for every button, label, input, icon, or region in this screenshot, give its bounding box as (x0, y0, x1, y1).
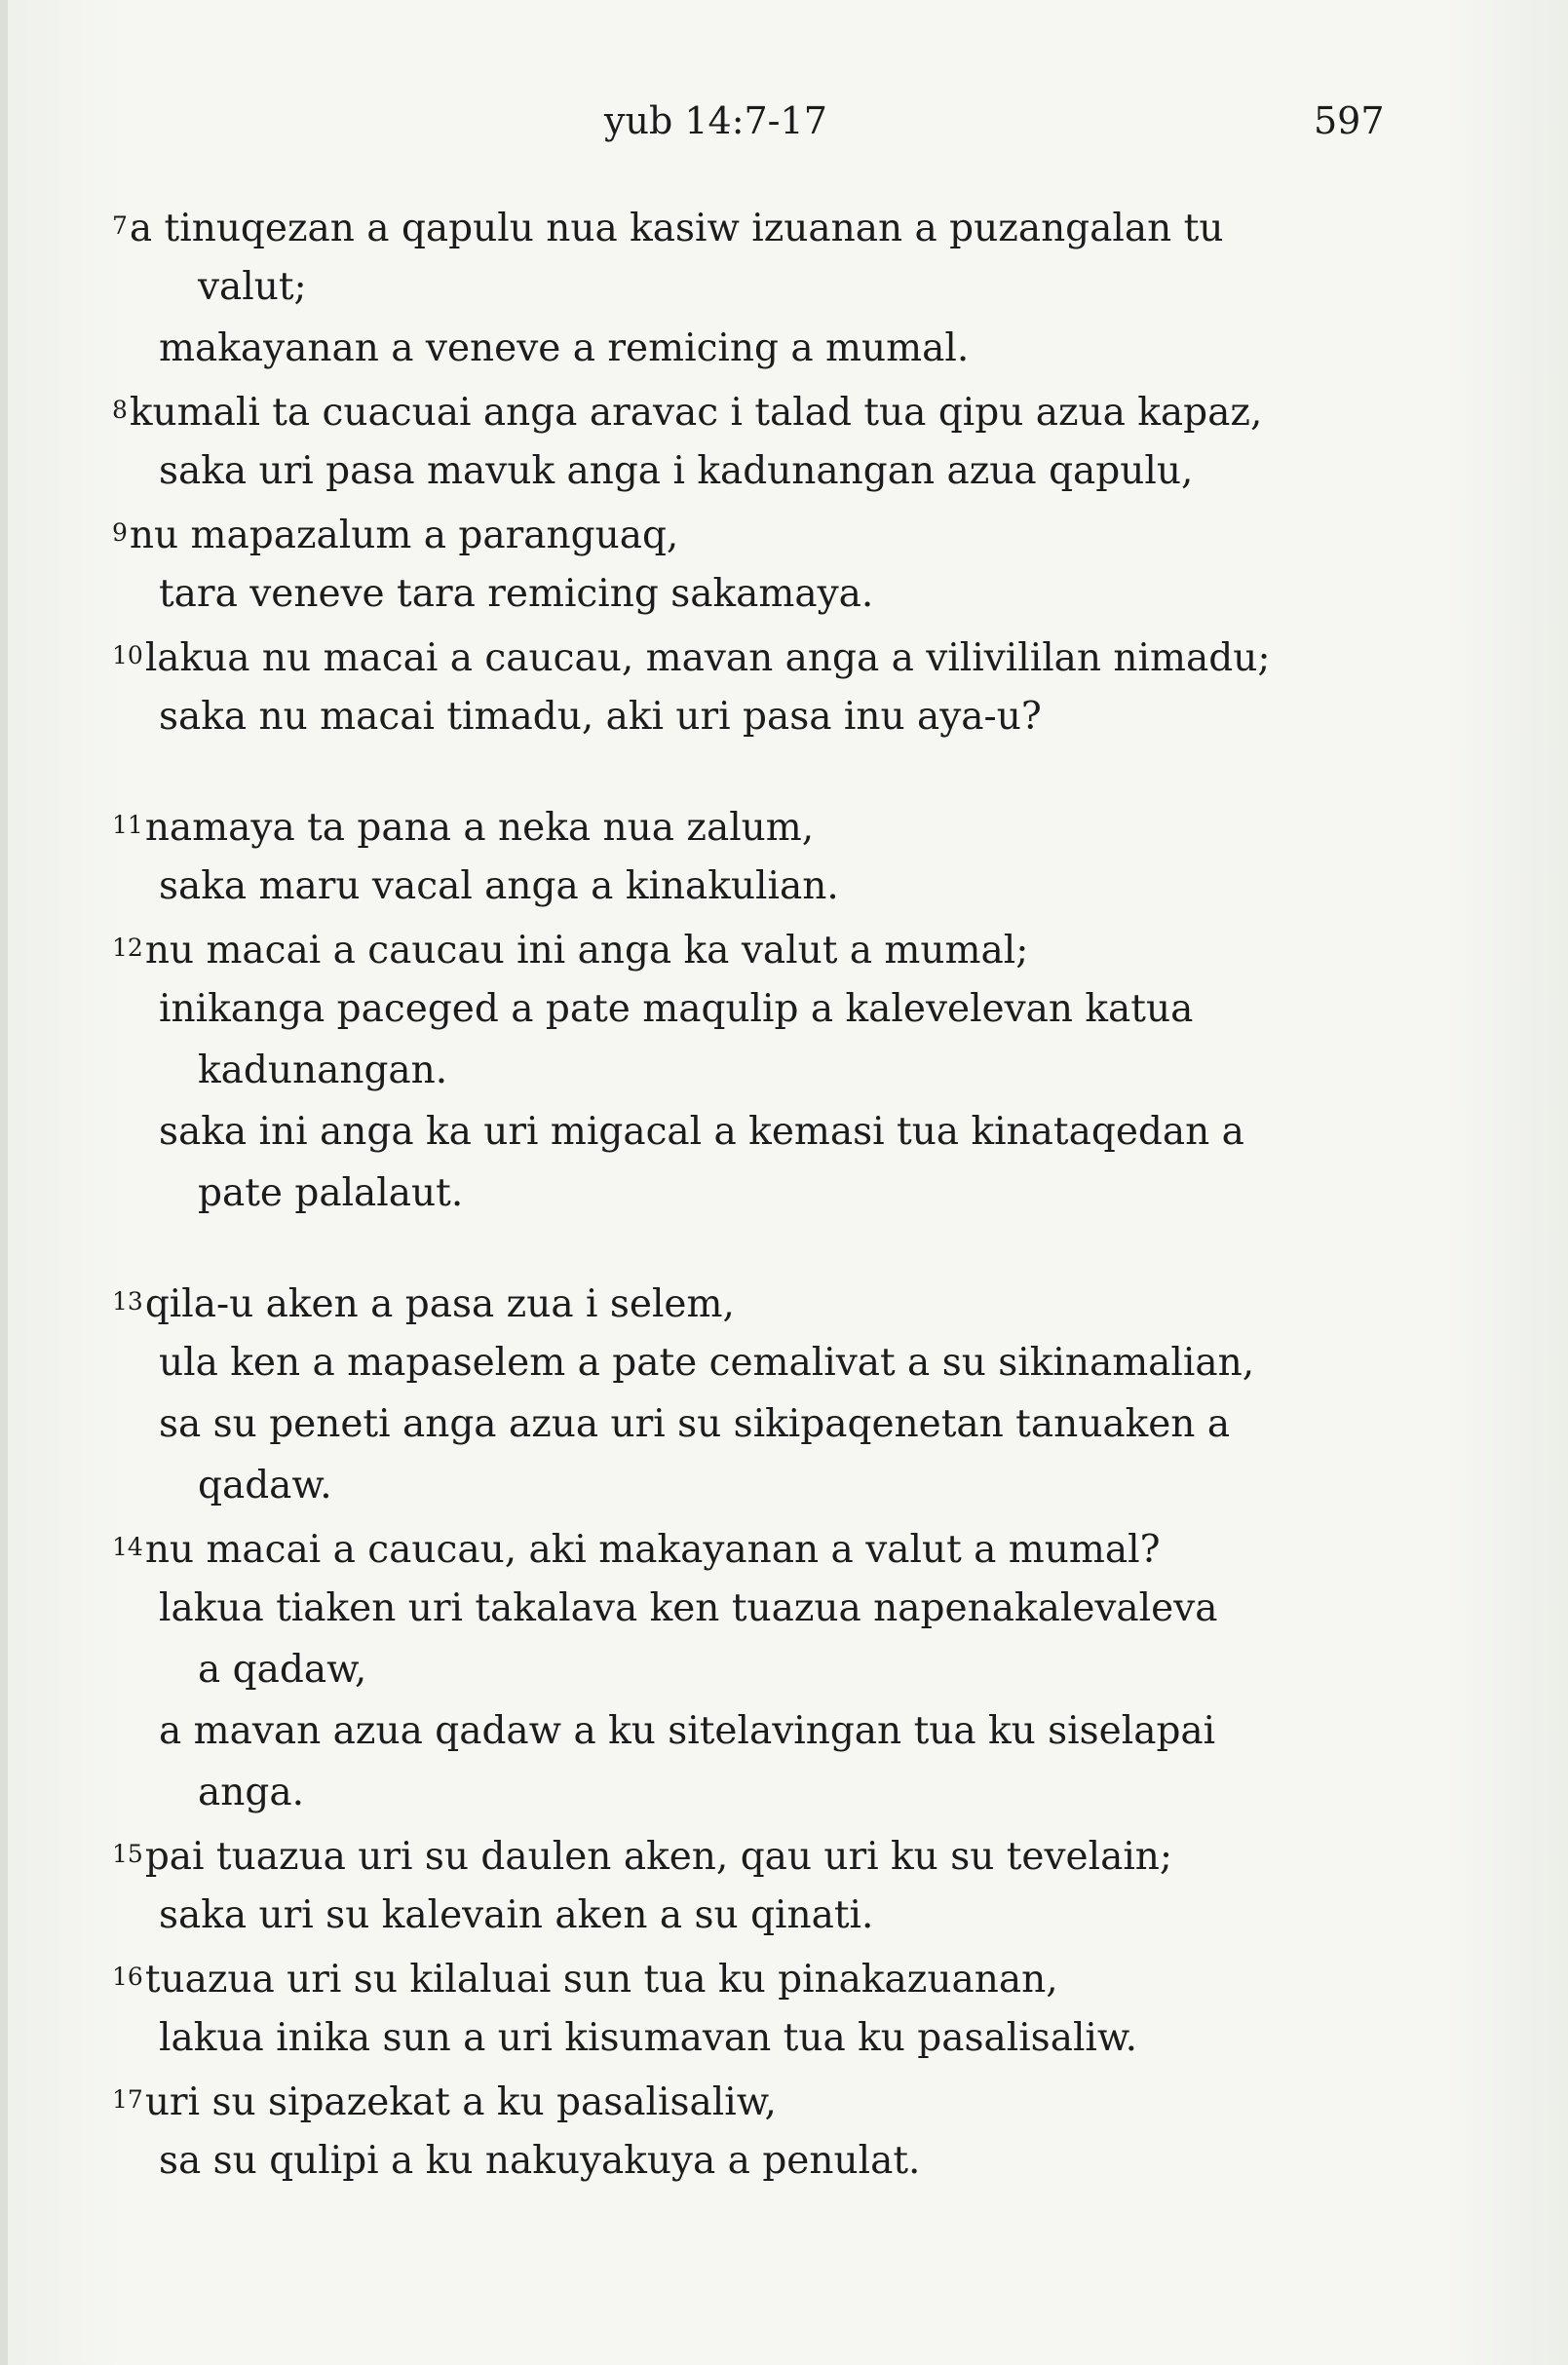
verse-line (112, 318, 1437, 379)
verse-text: a tinuqezan a qapulu nua kasiw izuanan a puzangalan tu (129, 207, 1224, 250)
verse-text: nu macai a caucau ini anga ka valut a mumal; (144, 929, 1029, 973)
verse-number: 7 (112, 211, 128, 240)
verse-line (112, 1455, 1437, 1516)
verse-line (112, 563, 1437, 625)
verse-line (112, 502, 1437, 563)
verse-line (112, 1578, 1437, 1639)
verse-line (112, 1762, 1437, 1823)
verse-text: kumali ta cuacuai anga aravac i talad tua qipu azua kapaz, (129, 391, 1263, 435)
verse-number: 10 (112, 641, 143, 669)
verse-line (112, 1946, 1437, 2007)
verse-line (112, 794, 1437, 856)
verse-line (112, 1101, 1437, 1163)
verse-number: 13 (112, 1287, 143, 1316)
verse-line (112, 686, 1437, 747)
verse-text: saka ini anga ka uri migacal a kemasi tua kinataqedan a (159, 1110, 1244, 1154)
verse-line (112, 1163, 1437, 1224)
verse-text: saka uri pasa mavuk anga i kadunangan azua qapulu, (159, 449, 1194, 493)
verse-line (112, 1639, 1437, 1700)
running-header (0, 92, 1568, 150)
verse-number: 15 (112, 1840, 143, 1868)
verse-line (112, 256, 1437, 318)
verse-text: namaya ta pana a neka nua zalum, (144, 806, 815, 850)
verse-line (112, 856, 1437, 917)
verse-text: saka nu macai timadu, aki uri pasa inu aya-u? (159, 695, 1042, 739)
page-number: 597 (1314, 99, 1385, 142)
verse-text: nu mapazalum a paranguaq, (129, 514, 679, 557)
verse-text: qila-u aken a pasa zua i selem, (144, 1282, 735, 1326)
running-title: yub 14:7-17 (604, 99, 827, 142)
verse-text: sa su peneti anga azua uri su sikipaqenetan tanuaken a (159, 1402, 1231, 1446)
verse-text: uri su sipazekat a ku pasalisaliw, (144, 2080, 777, 2124)
verse-line (112, 2130, 1437, 2192)
verse-text: tara veneve tara remicing sakamaya. (159, 572, 874, 616)
verse-line (112, 1516, 1437, 1578)
verse-number: 12 (112, 934, 143, 962)
page-gutter-edge (0, 0, 8, 2365)
verse-line (112, 1332, 1437, 1393)
verse-text: nu macai a caucau, aki makayanan a valut a mumal? (144, 1528, 1161, 1572)
verse-text: a mavan azua qadaw a ku sitelavingan tua ku siselapai (159, 1709, 1216, 1753)
verse-line (112, 2069, 1437, 2130)
verse-line (112, 1823, 1437, 1885)
verse-text: kadunangan. (198, 1049, 448, 1092)
verse-line (112, 379, 1437, 440)
verse-number: 16 (112, 1963, 143, 1991)
verse-line (112, 1393, 1437, 1455)
verse-line (112, 1271, 1437, 1332)
verse-text: lakua tiaken uri takalava ken tuazua napenakalevaleva (159, 1586, 1218, 1630)
verse-line (112, 1885, 1437, 1946)
poetic-text-block (112, 195, 1437, 2192)
verse-text: lakua nu macai a caucau, mavan anga a vilivililan nimadu; (144, 636, 1271, 680)
verse-text: tuazua uri su kilaluai sun tua ku pinakazuanan, (144, 1958, 1058, 2002)
verse-text: sa su qulipi a ku nakuyakuya a penulat. (159, 2139, 921, 2183)
verse-text: valut; (198, 265, 307, 309)
verse-text: a qadaw, (198, 1648, 367, 1692)
verse-line (112, 917, 1437, 978)
verse-line (112, 978, 1437, 1040)
verse-text: anga. (198, 1771, 304, 1814)
verse-text: inikanga paceged a pate maqulip a kalevelevan katua (159, 987, 1194, 1031)
verse-text: ula ken a mapaselem a pate cemalivat a su sikinamalian, (159, 1341, 1255, 1385)
verse-text: pate palalaut. (198, 1171, 464, 1215)
verse-text: makayanan a veneve a remicing a mumal. (159, 326, 970, 370)
verse-line (112, 1040, 1437, 1101)
verse-number: 17 (112, 2085, 143, 2114)
verse-text: lakua inika sun a uri kisumavan tua ku pasalisaliw. (159, 2016, 1138, 2060)
verse-line (112, 440, 1437, 502)
verse-text: qadaw. (198, 1464, 332, 1507)
verse-text: saka uri su kalevain aken a su qinati. (159, 1893, 874, 1937)
verse-line (112, 1700, 1437, 1762)
verse-line (112, 625, 1437, 686)
verse-number: 11 (112, 811, 143, 839)
verse-line (112, 195, 1437, 256)
verse-text: pai tuazua uri su daulen aken, qau uri ku su tevelain; (144, 1835, 1173, 1879)
verse-number: 9 (112, 518, 128, 547)
verse-number: 8 (112, 396, 128, 424)
verse-number: 14 (112, 1533, 143, 1561)
verse-text: saka maru vacal anga a kinakulian. (159, 864, 839, 908)
verse-line (112, 2007, 1437, 2069)
